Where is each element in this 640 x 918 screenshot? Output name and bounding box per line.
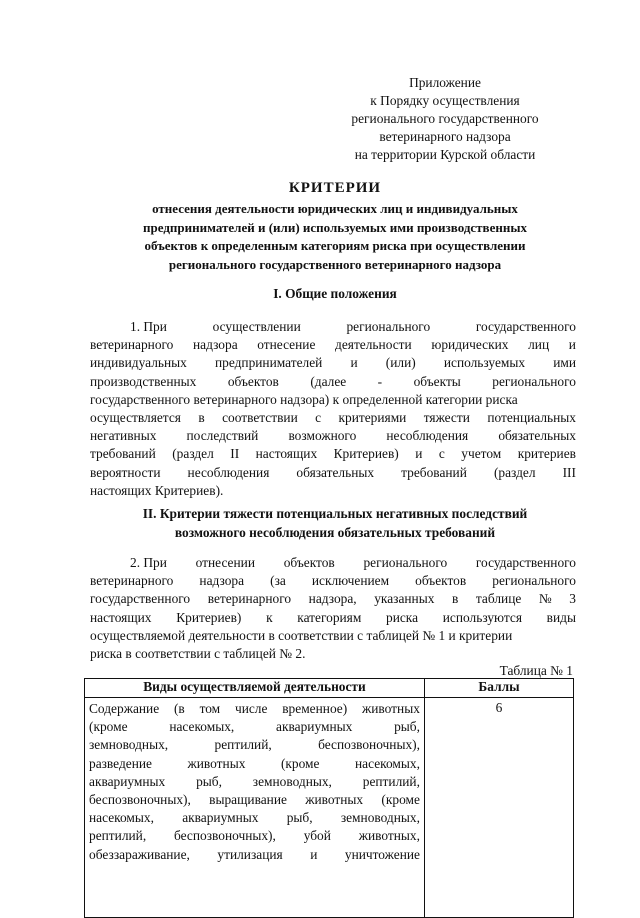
word: негативных — [90, 428, 157, 444]
word: исключением — [311, 573, 390, 589]
word: настоящих — [255, 446, 318, 462]
text-line — [90, 464, 576, 482]
section-heading-line: II. Критерии тяжести потенциальных негативных последствий — [142, 506, 528, 521]
section-heading: I. Общие положения — [273, 286, 397, 301]
table-cell-activity — [85, 698, 425, 918]
word: государственного — [475, 555, 576, 570]
section1-paragraph — [90, 318, 576, 500]
word: насекомых, — [355, 755, 420, 771]
word: используются — [442, 609, 522, 625]
word: ветеринарного — [90, 573, 174, 589]
word: II — [230, 446, 240, 462]
word: беспозвоночных), — [174, 828, 276, 844]
word: обеззараживание, — [89, 846, 190, 862]
word: животных — [362, 701, 420, 716]
word: Критериев) — [176, 609, 242, 625]
word: виды — [546, 609, 576, 625]
word: последствий — [186, 428, 259, 444]
word: тяжести — [423, 409, 470, 425]
word: регионального — [492, 573, 576, 589]
score-value: 6 — [495, 700, 503, 715]
word: земноводных, — [89, 737, 169, 753]
text-line — [90, 609, 576, 627]
word: используемых — [443, 355, 526, 371]
word: объектов — [283, 555, 335, 570]
word: критериями — [338, 409, 407, 425]
word: 3 — [569, 591, 576, 607]
word: уничтожение — [344, 846, 420, 862]
word: юридических — [431, 337, 509, 353]
word: разведение — [89, 755, 152, 771]
word: риска в соответствии с таблицей № 2. — [90, 645, 306, 661]
word: требований — [90, 446, 156, 462]
text-line — [90, 354, 576, 372]
word: выращивание — [209, 791, 287, 807]
word: в — [198, 409, 205, 425]
word: числе — [234, 701, 268, 716]
word: осуществляемой деятельности в соответствии с таблицей № 1 и критерии — [90, 627, 513, 643]
word: регионального — [363, 555, 448, 570]
word: настоящих — [90, 609, 152, 625]
word: животных, — [358, 828, 420, 844]
word: и — [415, 446, 423, 462]
text-line — [89, 700, 420, 718]
text-line — [90, 336, 576, 354]
word: аквариумных — [89, 773, 166, 789]
text-line — [89, 718, 420, 736]
table-row — [85, 698, 574, 918]
text-line — [89, 755, 420, 773]
word: Критериев) — [333, 446, 399, 462]
word: III — [562, 464, 576, 480]
word: (кроме — [89, 719, 128, 735]
word: лиц — [528, 337, 550, 353]
word: регионального — [492, 373, 576, 389]
text-line — [90, 627, 576, 645]
word: рептилий, — [214, 737, 272, 753]
word: 1. При — [130, 319, 167, 334]
appendix-line: регионального государственного — [351, 111, 539, 126]
appendix-line: ветеринарного надзора — [379, 129, 511, 144]
word: индивидуальных — [90, 355, 187, 371]
word: отнесении — [195, 555, 255, 570]
table-header: Виды осуществляемой деятельности — [85, 679, 425, 698]
word: с — [315, 409, 322, 425]
word: ветеринарного — [207, 591, 292, 607]
text-line — [89, 736, 420, 754]
activity-table — [84, 678, 574, 918]
subtitle-line: объектов к определенным категориям риска при осуществлении — [144, 238, 526, 253]
word: земноводных, — [340, 810, 420, 826]
word: государственного — [90, 591, 191, 607]
appendix-note — [330, 74, 560, 164]
word: рыб, — [286, 810, 313, 826]
word: (кроме — [280, 755, 320, 771]
word: настоящих Критериев). — [90, 482, 224, 498]
table-caption: Таблица № 1 — [499, 663, 573, 678]
word: № — [538, 591, 552, 607]
text-line — [89, 791, 420, 809]
word: (далее — [310, 373, 347, 389]
table-cell-score — [424, 698, 573, 918]
word: требований — [401, 464, 467, 480]
word: предпринимателей — [214, 355, 323, 371]
word: (за — [270, 573, 286, 589]
word: регионального — [346, 319, 431, 334]
word: животных — [187, 755, 246, 771]
word: надзора — [193, 337, 238, 353]
text-line — [89, 827, 420, 845]
text-line — [90, 554, 576, 572]
word: беспозвоночных), — [318, 737, 420, 753]
section-heading-line: возможного несоблюдения обязательных требований — [174, 524, 496, 540]
word: государственного — [475, 319, 576, 334]
word: рептилий, — [89, 828, 147, 844]
subtitle-line: регионального государственного ветеринарного надзора — [168, 256, 502, 272]
word: (раздел — [172, 446, 214, 462]
word: в — [452, 591, 459, 607]
word: аквариумных — [182, 810, 259, 826]
word: Содержание — [89, 701, 160, 716]
text-line — [90, 391, 576, 409]
word: к — [266, 609, 273, 625]
appendix-line: Приложение — [409, 75, 481, 90]
word: с — [438, 446, 445, 462]
word: отнесение — [257, 337, 316, 353]
word: указанных — [374, 591, 435, 607]
word: аквариумных — [276, 719, 353, 735]
text-line — [90, 590, 576, 608]
word: насекомых, — [169, 719, 235, 735]
word: (в — [173, 701, 185, 716]
word: и — [310, 846, 318, 862]
text-line — [90, 572, 576, 590]
word: и — [350, 355, 358, 371]
word: рептилий, — [362, 773, 420, 789]
word: (или) — [385, 355, 416, 371]
word: критериев — [517, 446, 576, 462]
word: несоблюдения — [386, 428, 469, 444]
text-line — [90, 318, 576, 336]
word: осуществлении — [212, 319, 301, 334]
text-line — [90, 482, 576, 500]
subtitle-line: отнесения деятельности юридических лиц и индивидуальных — [152, 201, 518, 216]
word: учетом — [461, 446, 502, 462]
word: потенциальных — [487, 409, 576, 425]
table-header: Баллы — [424, 679, 573, 698]
document-title: КРИТЕРИИ — [288, 180, 382, 196]
word: том — [199, 701, 221, 716]
word: рыб, — [394, 719, 420, 735]
text-line — [89, 809, 420, 827]
word: насекомых, — [89, 810, 154, 826]
word: рыб, — [196, 773, 222, 789]
word: (кроме — [381, 791, 420, 807]
word: ими — [553, 355, 576, 371]
word: таблице — [475, 591, 522, 607]
word: производственных — [90, 373, 197, 389]
word: беспозвоночных), — [89, 791, 191, 807]
word: соответствии — [222, 409, 298, 425]
word: обязательных — [296, 464, 375, 480]
text-line — [90, 645, 576, 663]
activity-text — [85, 698, 424, 864]
section2-heading — [90, 505, 580, 542]
table-header-row — [85, 679, 574, 698]
text-line — [90, 445, 576, 463]
appendix-line: к Порядку осуществления — [370, 93, 520, 108]
text-line — [90, 373, 576, 391]
word: 2. При — [130, 555, 167, 570]
word: вероятности — [90, 464, 161, 480]
text-line — [90, 409, 576, 427]
word: надзора — [199, 573, 245, 589]
word: государственного ветеринарного надзора) к определенной категории риска — [90, 391, 518, 407]
section2-paragraph — [90, 554, 576, 663]
word: (раздел — [493, 464, 536, 480]
word: надзора, — [308, 591, 357, 607]
word: объектов — [415, 573, 467, 589]
appendix-line: на территории Курской области — [354, 147, 536, 162]
text-line — [89, 846, 420, 864]
subtitle-line: предпринимателей и (или) используемых ими производственных — [143, 219, 527, 235]
word: земноводных, — [252, 773, 332, 789]
word: временное) — [282, 701, 348, 716]
word: утилизация — [217, 846, 283, 862]
text-line — [89, 773, 420, 791]
word: животных — [305, 791, 364, 807]
word: - — [377, 373, 383, 389]
word: риска — [386, 609, 419, 625]
word: несоблюдения — [187, 464, 270, 480]
word: осуществляется — [90, 409, 181, 425]
word: категориям — [297, 609, 362, 625]
word: объекты — [413, 373, 461, 389]
word: и — [568, 337, 576, 353]
word: деятельности — [335, 337, 412, 353]
document-subtitle — [90, 200, 580, 274]
word: возможного — [288, 428, 357, 444]
text-line — [90, 427, 576, 445]
word: ветеринарного — [90, 337, 174, 353]
word: убой — [303, 828, 331, 844]
word: объектов — [227, 373, 279, 389]
word: обязательных — [498, 428, 576, 444]
